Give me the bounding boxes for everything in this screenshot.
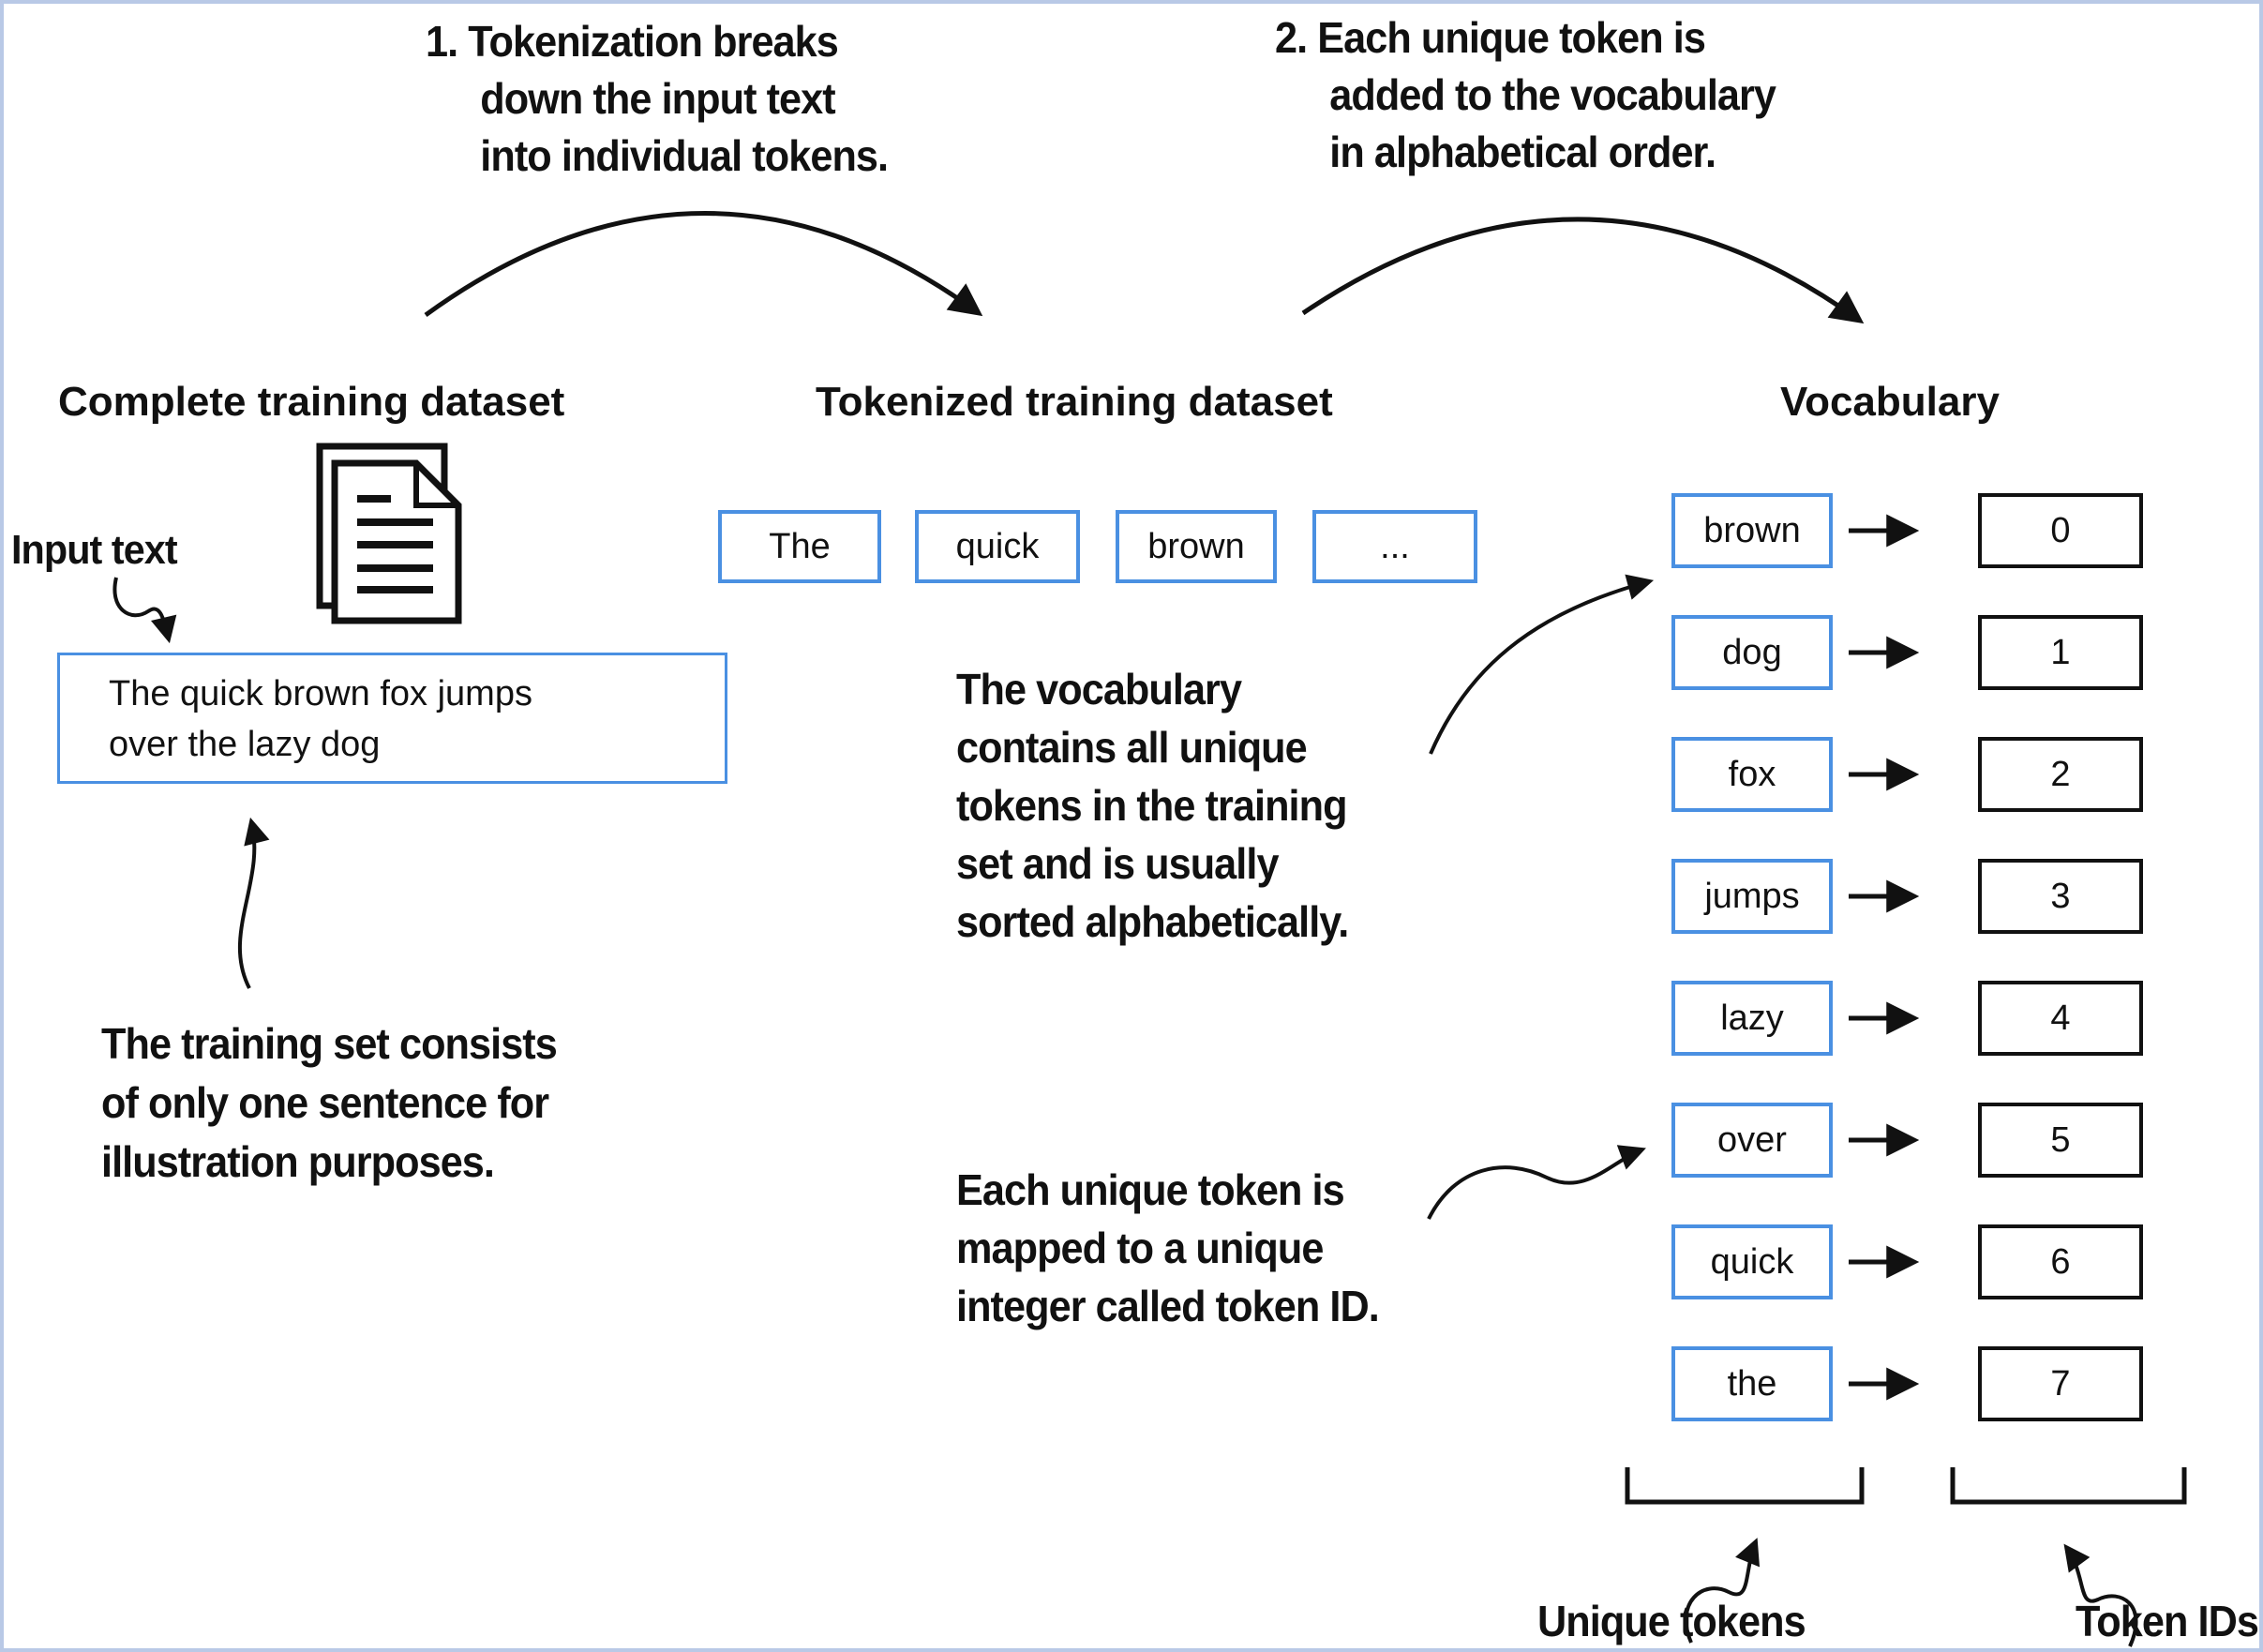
- vocab-id-box: 4: [1978, 981, 2143, 1056]
- column-header-complete-dataset: Complete training dataset: [58, 379, 565, 425]
- vocab-id-box: 6: [1978, 1224, 2143, 1299]
- token-box-ellipsis: ...: [1312, 510, 1477, 583]
- token-ids-bracket: [1953, 1467, 2184, 1502]
- vocab-token-box: quick: [1671, 1224, 1833, 1299]
- token-box: The: [718, 510, 881, 583]
- vocab-note-line: sorted alphabetically.: [956, 897, 1349, 946]
- training-note-line: illustration purposes.: [101, 1137, 494, 1186]
- token-id-note-line: Each unique token is: [956, 1165, 1344, 1214]
- unique-tokens-bracket: [1627, 1467, 1862, 1502]
- document-icon: [320, 446, 458, 621]
- step1-line: 1. Tokenization breaks: [426, 17, 838, 66]
- vocab-token-box: lazy: [1671, 981, 1833, 1056]
- vocab-note-line: set and is usually: [956, 839, 1279, 888]
- vocab-token-box: fox: [1671, 737, 1833, 812]
- vocab-note-line: tokens in the training: [956, 781, 1347, 830]
- training-note-pointer-arrow: [240, 821, 254, 988]
- vocab-id-box: 7: [1978, 1346, 2143, 1421]
- vocab-id-box: 1: [1978, 615, 2143, 690]
- input-text-line: over the lazy dog: [109, 725, 381, 764]
- arc-arrow-vocabulary: [1303, 219, 1860, 321]
- step2-annotation: [1275, 9, 1776, 181]
- step2-line: 2. Each unique token is: [1275, 13, 1705, 62]
- token-id-note: [956, 1161, 1379, 1335]
- vocab-mapping-arrows: [1849, 531, 1914, 1384]
- column-header-tokenized-dataset: Tokenized training dataset: [816, 379, 1333, 425]
- step1-annotation: [426, 13, 888, 185]
- input-text-label: Input text: [11, 527, 177, 573]
- training-set-note: [101, 1014, 557, 1192]
- vocab-token-box: brown: [1671, 493, 1833, 568]
- unique-tokens-label: Unique tokens: [1537, 1597, 1806, 1645]
- input-text-pointer-arrow: [114, 578, 169, 639]
- token-id-note-line: integer called token ID.: [956, 1282, 1379, 1330]
- input-text-line: The quick brown fox jumps: [109, 674, 532, 713]
- vocabulary-note: [956, 660, 1348, 951]
- step2-line: added to the vocabulary: [1329, 70, 1776, 119]
- token-box: brown: [1116, 510, 1277, 583]
- arc-arrow-tokenization: [426, 213, 979, 315]
- vocab-id-box: 2: [1978, 737, 2143, 812]
- vocab-token-box: the: [1671, 1346, 1833, 1421]
- tokenid-note-pointer-arrow: [1429, 1149, 1642, 1219]
- token-box: quick: [915, 510, 1080, 583]
- token-ids-label: Token IDs: [2076, 1597, 2258, 1645]
- training-note-line: of only one sentence for: [101, 1078, 549, 1127]
- step1-line: down the input text: [480, 74, 835, 123]
- input-text-box: [57, 653, 727, 784]
- training-note-line: The training set consists: [101, 1019, 557, 1068]
- vocab-id-box: 0: [1978, 493, 2143, 568]
- token-id-note-line: mapped to a unique: [956, 1224, 1324, 1272]
- vocab-token-box: over: [1671, 1103, 1833, 1178]
- vocab-note-line: The vocabulary: [956, 665, 1242, 713]
- step2-line: in alphabetical order.: [1329, 128, 1716, 176]
- vocab-token-box: dog: [1671, 615, 1833, 690]
- column-header-vocabulary: Vocabulary: [1780, 379, 2000, 425]
- vocab-note-pointer-arrow: [1431, 581, 1650, 754]
- vocab-note-line: contains all unique: [956, 723, 1307, 772]
- vocab-id-box: 5: [1978, 1103, 2143, 1178]
- step1-line: into individual tokens.: [480, 131, 889, 180]
- vocab-id-box: 3: [1978, 859, 2143, 934]
- vocab-token-box: jumps: [1671, 859, 1833, 934]
